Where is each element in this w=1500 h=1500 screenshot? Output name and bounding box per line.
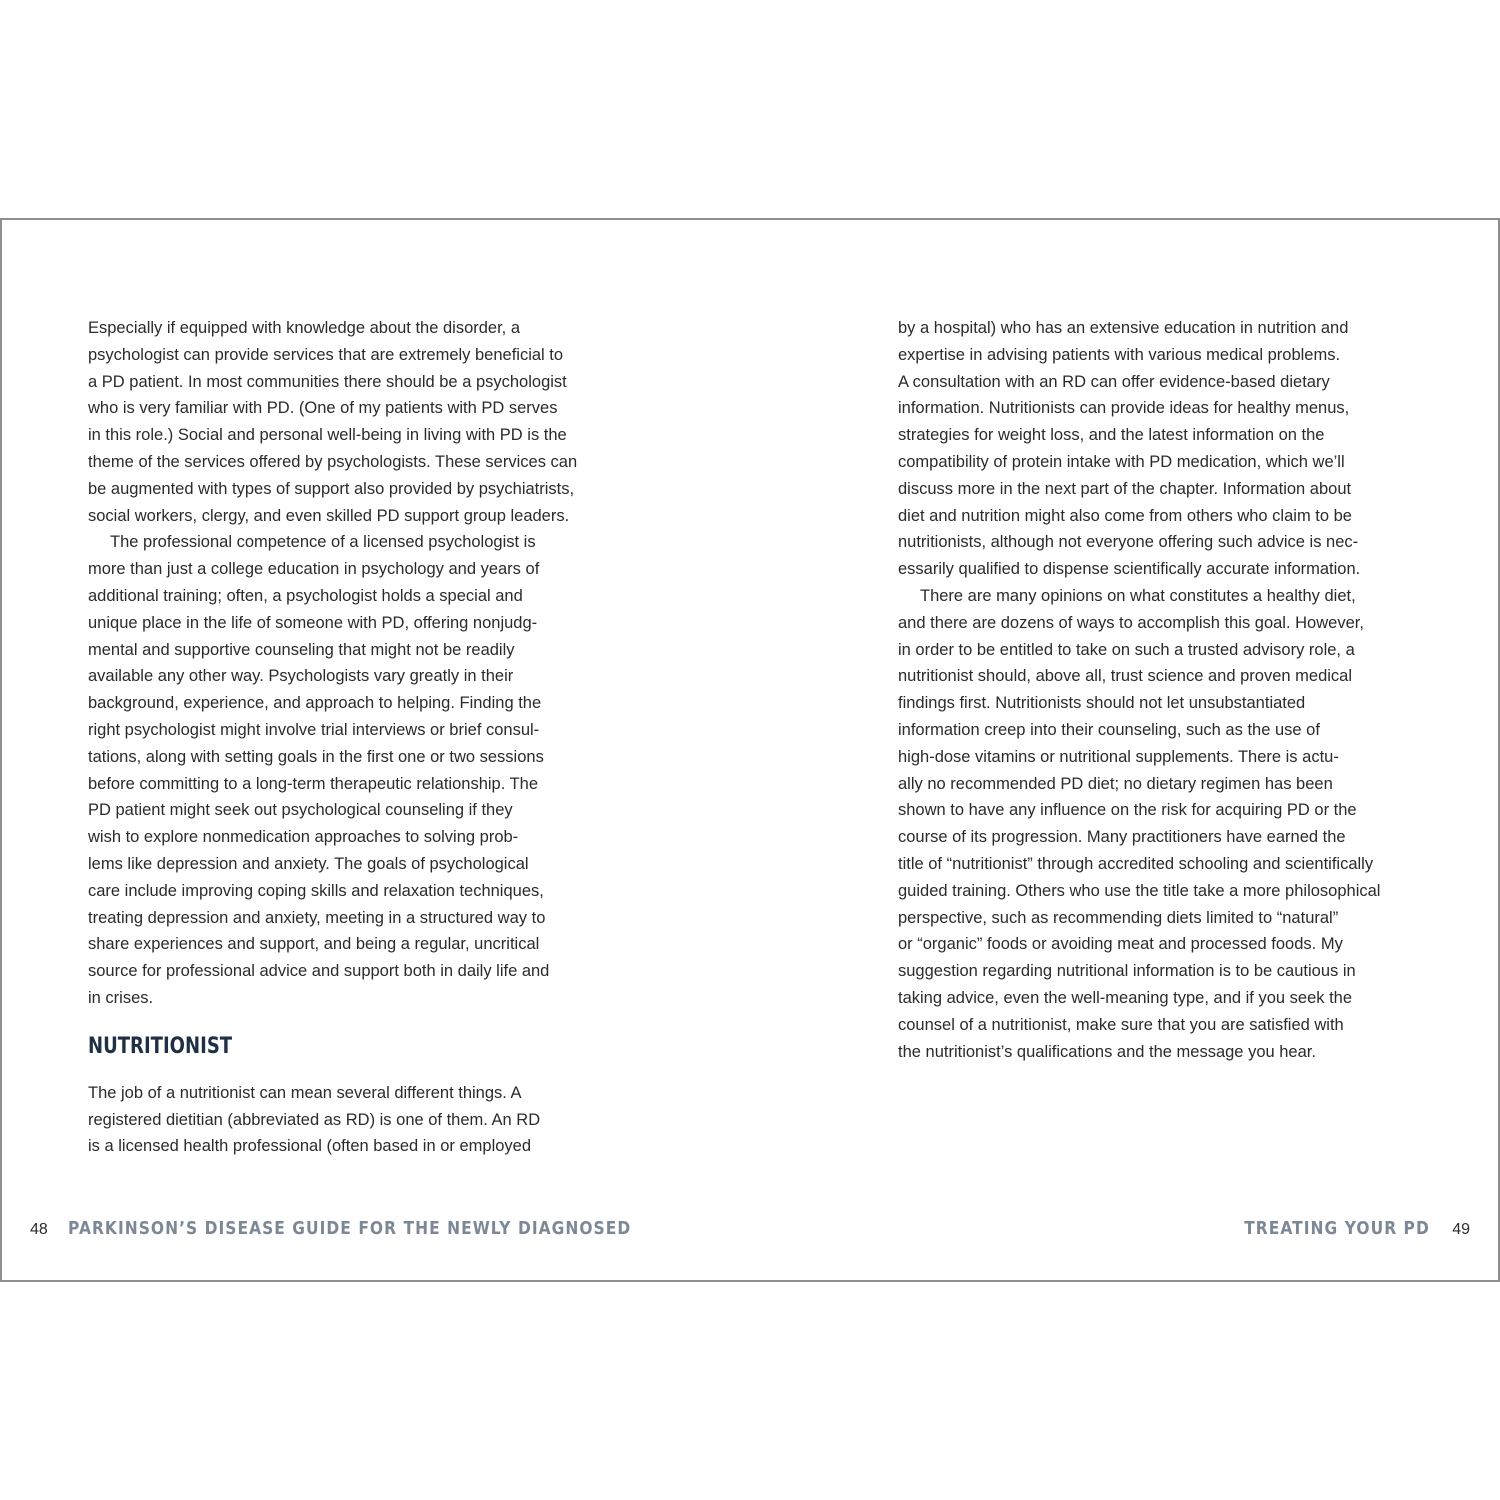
text-line: shown to have any influence on the risk for acquiring PD or the [898,801,1357,820]
text-line: source for professional advice and support both in daily life and [88,962,550,981]
text-line: unique place in the life of someone with PD, offering nonjudg- [88,613,538,632]
text-line: a PD patient. In most communities there should be a psychologist [88,372,567,391]
section-heading: NUTRITIONIST [88,1033,233,1059]
left-paragraph-1 [88,315,613,529]
text-line: compatibility of protein intake with PD medication, which we’ll [898,452,1345,471]
text-line: counsel of a nutritionist, make sure that you are satisfied with [898,1015,1344,1034]
text-line: psychologist can provide services that are extremely beneficial to [88,345,564,364]
text-line: registered dietitian (abbreviated as RD) is one of them. An RD [88,1110,541,1129]
text-line: treating depression and anxiety, meeting in a structured way to [88,908,546,927]
text-line: tations, along with setting goals in the first one or two sessions [88,747,544,766]
text-line: findings first. Nutritionists should not let unsubstantiated [898,694,1306,713]
text-line: The professional competence of a licensed psychologist is [110,533,536,552]
text-line: more than just a college education in psychology and years of [88,560,540,579]
text-line: ally no recommended PD diet; no dietary regimen has been [898,774,1333,793]
text-line: taking advice, even the well-meaning type, and if you seek the [898,988,1353,1007]
text-line: essarily qualified to dispense scientifically accurate information. [898,560,1361,579]
text-line: in order to be entitled to take on such a trusted advisory role, a [898,640,1355,659]
text-line: strategies for weight loss, and the latest information on the [898,426,1325,445]
text-line: information creep into their counseling, such as the use of [898,720,1320,739]
text-line: in this role.) Social and personal well-being in living with PD is the [88,426,567,445]
text-line: suggestion regarding nutritional information is to be cautious in [898,962,1356,981]
text-line: share experiences and support, and being a regular, uncritical [88,935,540,954]
text-line: The job of a nutritionist can mean several different things. A [88,1083,522,1102]
text-line: before committing to a long-term therapeutic relationship. The [88,774,539,793]
text-line: available any other way. Psychologists vary greatly in their [88,667,514,686]
book-spread [0,218,1500,1282]
text-line: theme of the services offered by psychologists. These services can [88,452,578,471]
text-line: or “organic” foods or avoiding meat and processed foods. My [898,935,1343,954]
text-line: high-dose vitamins or nutritional supplements. There is actu- [898,747,1339,766]
text-line: in crises. [88,988,154,1007]
text-line: A consultation with an RD can offer evidence-based dietary [898,372,1330,391]
left-page-body [88,315,613,1160]
text-line: There are many opinions on what constitutes a healthy diet, [920,586,1356,605]
text-line: Especially if equipped with knowledge about the disorder, a [88,319,521,337]
text-line: the nutritionist’s qualifications and the message you hear. [898,1042,1316,1061]
text-line: by a hospital) who has an extensive education in nutrition and [898,319,1349,337]
text-line: wish to explore nonmedication approaches to solving prob- [88,828,519,847]
text-line: nutritionist should, above all, trust science and proven medical [898,667,1352,686]
text-line: perspective, such as recommending diets limited to “natural” [898,908,1339,927]
right-paragraph-2 [898,583,1423,1065]
left-paragraph-2 [88,529,613,1011]
text-line: title of “nutritionist” through accredited schooling and scientifically [898,854,1374,873]
text-line: and there are dozens of ways to accomplish this goal. However, [898,613,1364,632]
text-line: social workers, clergy, and even skilled PD support group leaders. [88,506,570,525]
text-line: care include improving coping skills and relaxation techniques, [88,881,544,900]
text-line: is a licensed health professional (often based in or employed [88,1137,532,1156]
text-line: PD patient might seek out psychological counseling if they [88,801,513,820]
text-line: discuss more in the next part of the chapter. Information about [898,479,1352,498]
text-line: who is very familiar with PD. (One of my patients with PD serves [88,399,558,418]
left-paragraph-3 [88,1080,613,1160]
text-line: expertise in advising patients with various medical problems. [898,345,1341,364]
right-paragraph-1 [898,315,1423,583]
text-line: course of its progression. Many practitioners have earned the [898,828,1346,847]
page-number-left: 48 [30,1221,48,1238]
text-line: additional training; often, a psychologist holds a special and [88,586,523,605]
text-line: nutritionists, although not everyone offering such advice is nec- [898,533,1359,552]
text-line: be augmented with types of support also provided by psychiatrists, [88,479,575,498]
text-line: guided training. Others who use the title take a more philosophical [898,881,1381,900]
text-line: information. Nutritionists can provide ideas for healthy menus, [898,399,1350,418]
running-title-right: TREATING YOUR PD [1244,1218,1430,1239]
text-line: background, experience, and approach to helping. Finding the [88,694,542,713]
text-line: lems like depression and anxiety. The goals of psychological [88,854,529,873]
text-line: right psychologist might involve trial interviews or brief consul- [88,720,540,739]
page-number-right: 49 [1452,1221,1470,1238]
running-title-left: PARKINSON’S DISEASE GUIDE FOR THE NEWLY DIAGNOSED [68,1218,632,1239]
text-line: diet and nutrition might also come from others who claim to be [898,506,1352,525]
text-line: mental and supportive counseling that might not be readily [88,640,515,659]
right-page-body [898,315,1423,1065]
